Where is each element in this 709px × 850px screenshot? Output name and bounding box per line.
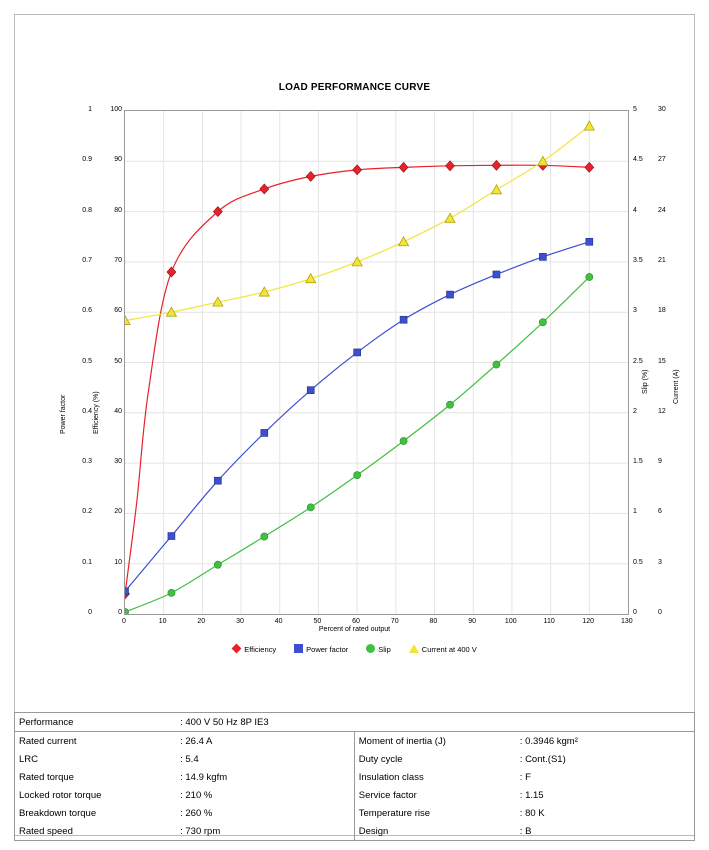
current-tick-label: 3 xyxy=(658,558,662,566)
spec-label: Service factor xyxy=(354,786,516,804)
spec-label: Breakdown torque xyxy=(19,807,97,819)
pf-tick-label: 0 xyxy=(88,609,92,616)
axis-title-current: Current (A) xyxy=(673,369,680,404)
x-tick-label: 60 xyxy=(352,618,360,625)
spec-value: : 0.3946 kgm² xyxy=(519,735,578,747)
x-tick-label: 50 xyxy=(313,618,322,625)
pf-tick-label: 0.5 xyxy=(82,357,92,365)
axis-title-slip: Slip (%) xyxy=(642,369,649,394)
current-tick-label: 24 xyxy=(658,206,666,214)
chart-svg xyxy=(125,111,628,614)
table-row xyxy=(15,786,695,804)
x-tick-label: 70 xyxy=(390,618,399,625)
spec-value: : Cont.(S1) xyxy=(519,753,566,765)
current-tick-label: 30 xyxy=(658,106,666,113)
spec-value: : 730 rpm xyxy=(180,825,221,837)
x-tick-label: 40 xyxy=(274,618,283,625)
slip-tick-label: 4.5 xyxy=(633,156,643,164)
spec-label: Insulation class xyxy=(354,768,516,786)
spec-label: Locked rotor torque xyxy=(19,789,102,801)
table-row-performance xyxy=(15,713,695,732)
spec-value: : 260 % xyxy=(180,807,213,819)
legend-item-efficiency xyxy=(232,644,276,654)
spec-value: : F xyxy=(519,771,531,783)
slip-tick-label: 3 xyxy=(633,307,637,315)
slip-tick-label: 2 xyxy=(633,407,637,415)
pf-tick-label: 1 xyxy=(88,106,92,113)
axis-title-x: Percent of rated output xyxy=(318,626,391,633)
axis-title-power-factor: Power factor xyxy=(60,394,67,434)
slip-tick-label: 0 xyxy=(633,609,637,616)
current-tick-label: 18 xyxy=(658,307,666,315)
x-tick-label: 30 xyxy=(236,618,244,625)
current-tick-label: 9 xyxy=(658,458,662,466)
x-tick-label: 20 xyxy=(197,618,206,625)
spec-label: Design xyxy=(354,822,516,841)
pf-tick-label: 0.4 xyxy=(82,407,92,415)
slip-tick-label: 1 xyxy=(633,508,637,516)
x-tick-label: 90 xyxy=(468,618,477,625)
spec-value: : 210 % xyxy=(180,789,213,801)
spec-value: : 26.4 A xyxy=(180,735,213,747)
legend-label: Efficiency xyxy=(244,645,277,654)
spec-value: : 1.15 xyxy=(519,789,544,801)
x-tick-label: 10 xyxy=(158,618,167,625)
eff-tick-label: 90 xyxy=(114,156,122,164)
spec-value: : 80 K xyxy=(519,807,545,819)
current-tick-label: 6 xyxy=(658,508,662,516)
slip-tick-label: 4 xyxy=(633,206,637,214)
eff-tick-label: 10 xyxy=(114,558,122,566)
chart-title: LOAD PERFORMANCE CURVE xyxy=(278,82,431,93)
x-tick-label: 0 xyxy=(122,618,126,625)
pf-tick-label: 0.7 xyxy=(82,256,92,264)
slip-tick-label: 3.5 xyxy=(633,256,643,264)
specs-table-grid xyxy=(14,712,695,841)
legend-label: Slip xyxy=(378,645,391,654)
diamond-marker-icon xyxy=(232,644,242,654)
spec-value: : B xyxy=(519,825,532,837)
pf-tick-label: 0.9 xyxy=(82,156,92,164)
slip-tick-label: 5 xyxy=(633,106,637,113)
circle-marker-icon xyxy=(366,644,375,653)
table-row xyxy=(15,804,695,822)
plot-canvas xyxy=(124,110,629,615)
axis-title-efficiency: Efficiency (%) xyxy=(93,391,100,434)
x-tick-label: 120 xyxy=(582,618,594,625)
spec-label: Rated torque xyxy=(19,771,74,783)
chart-legend xyxy=(14,644,695,654)
triangle-marker-icon xyxy=(409,644,419,653)
current-tick-label: 0 xyxy=(658,609,662,616)
slip-tick-label: 2.5 xyxy=(633,357,643,365)
legend-label: Current at 400 V xyxy=(421,645,477,654)
slip-tick-label: 0.5 xyxy=(633,558,643,566)
spec-label: Rated speed xyxy=(19,825,73,837)
spec-label: LRC xyxy=(19,753,39,765)
spec-label: Moment of inertia (J) xyxy=(354,732,516,751)
performance-label: Performance xyxy=(15,713,177,732)
eff-tick-label: 30 xyxy=(114,458,122,466)
square-marker-icon xyxy=(294,644,303,653)
current-tick-label: 27 xyxy=(658,156,666,164)
eff-tick-label: 0 xyxy=(118,609,122,616)
legend-item-power-factor xyxy=(294,644,348,654)
specs-table xyxy=(14,712,695,836)
table-row xyxy=(15,732,695,751)
table-row xyxy=(15,750,695,768)
eff-tick-label: 50 xyxy=(114,357,122,365)
spec-value: : 14.9 kgfm xyxy=(180,771,228,783)
spec-label: Duty cycle xyxy=(354,750,516,768)
eff-tick-label: 40 xyxy=(114,407,122,415)
current-tick-label: 15 xyxy=(658,357,666,365)
legend-item-slip xyxy=(366,644,391,654)
legend-label: Power factor xyxy=(306,645,349,654)
x-tick-label: 110 xyxy=(543,618,555,625)
chart-area xyxy=(14,14,695,706)
pf-tick-label: 0.6 xyxy=(82,307,92,315)
x-tick-label: 100 xyxy=(504,618,517,625)
pf-tick-label: 0.3 xyxy=(82,458,92,466)
specs-body xyxy=(15,732,695,841)
eff-tick-label: 20 xyxy=(114,508,122,516)
eff-tick-label: 100 xyxy=(110,106,122,113)
performance-value: : 400 V 50 Hz 8P IE3 xyxy=(176,713,694,732)
current-tick-label: 21 xyxy=(658,256,666,264)
spec-label: Temperature rise xyxy=(354,804,516,822)
table-row xyxy=(15,768,695,786)
spec-value: : 5.4 xyxy=(180,753,199,765)
x-tick-label: 130 xyxy=(621,618,633,625)
x-tick-label: 80 xyxy=(429,618,438,625)
pf-tick-label: 0.8 xyxy=(82,206,92,214)
slip-tick-label: 1.5 xyxy=(633,458,643,466)
pf-tick-label: 0.2 xyxy=(82,508,92,516)
current-tick-label: 12 xyxy=(658,407,666,415)
spec-label: Rated current xyxy=(19,735,77,747)
eff-tick-label: 80 xyxy=(114,206,122,214)
pf-tick-label: 0.1 xyxy=(82,558,92,566)
legend-item-current-at-400-v xyxy=(409,644,477,654)
eff-tick-label: 60 xyxy=(114,307,122,315)
table-row xyxy=(15,822,695,841)
eff-tick-label: 70 xyxy=(114,256,122,264)
